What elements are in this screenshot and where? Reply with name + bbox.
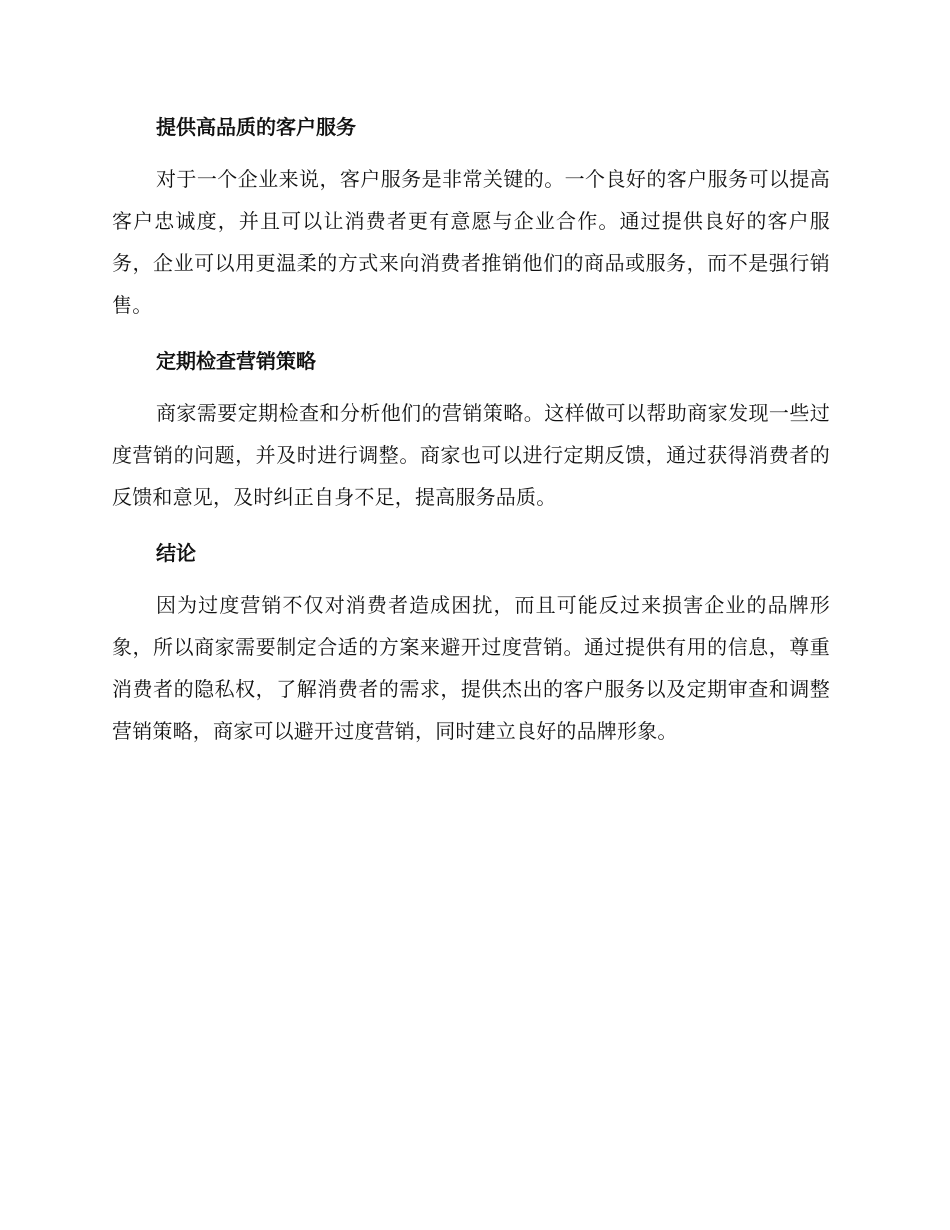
section-heading: 提供高品质的客户服务 — [156, 115, 356, 139]
section-conclusion — [112, 532, 830, 752]
section-heading: 结论 — [156, 541, 196, 565]
section-paragraph: 商家需要定期检查和分析他们的营销策略。这样做可以帮助商家发现一些过度营销的问题，并及时进行调整。商家也可以进行定期反馈，通过获得消费者的反馈和意见，及时纠正自身不足，提高服务品质。 — [112, 401, 830, 509]
section-heading: 定期检查营销策略 — [156, 349, 316, 373]
section-paragraph: 对于一个企业来说，客户服务是非常关键的。一个良好的客户服务可以提高客户忠诚度，并且可以让消费者更有意愿与企业合作。通过提供良好的客户服务，企业可以用更温柔的方式来向消费者推销他们的商品或服务，而不是强行销售。 — [112, 167, 830, 317]
section-customer-service — [112, 106, 830, 326]
section-marketing-review — [112, 340, 830, 518]
document-page — [112, 106, 830, 766]
section-paragraph: 因为过度营销不仅对消费者造成困扰，而且可能反过来损害企业的品牌形象，所以商家需要制定合适的方案来避开过度营销。通过提供有用的信息，尊重消费者的隐私权，了解消费者的需求，提供杰出的客户服务以及定期审查和调整营销策略，商家可以避开过度营销，同时建立良好的品牌形象。 — [112, 593, 830, 743]
